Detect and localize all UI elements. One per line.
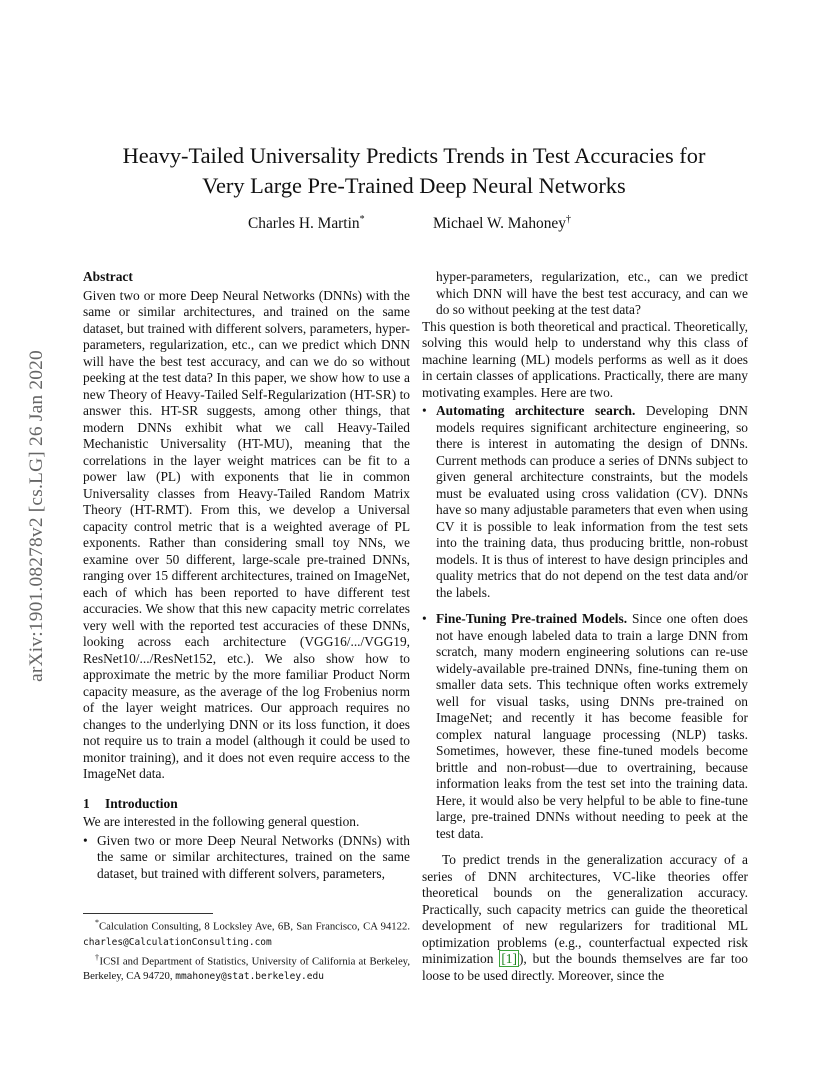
bullet-heading: Fine-Tuning Pre-trained Models. xyxy=(436,611,628,626)
left-column xyxy=(83,269,410,882)
intro-lead: We are interested in the following general question. xyxy=(83,814,360,829)
bullet-body: Since one often does not have enough labeled data to train a large DNN from scratch, many modern engineering solutions can re-use widely-available pre-trained DNNs, fine-tuning them on smaller data sets. This technique often works extremely well for visual tasks, using DNNs pre-trained on ImageNet; and recently it has become feasible for complex natural language processing (NLP) tasks. Sometimes, however, these fine-tuned models become brittle and non-robust—due to overtraining, because information leaks from the test set into the training data. Here, it would also be very helpful to be able to fine-tune large, pre-trained DNNs without needing to peek at the test data. xyxy=(436,611,748,841)
question-text-part1: Given two or more Deep Neural Networks (DNNs) with the same or similar architectures, trained on the same dataset, but trained with different solvers, parameters, xyxy=(97,832,410,881)
author-name: Michael W. Mahoney xyxy=(433,215,566,233)
author-mahoney xyxy=(433,214,571,233)
section-number: 1 xyxy=(83,795,90,811)
author-name: Charles H. Martin xyxy=(248,215,360,233)
abstract-heading: Abstract xyxy=(83,269,133,284)
paragraph-text: ), but the bounds themselves are far too loose to be used directly. Moreover, since the xyxy=(422,951,748,983)
title-line-2: Very Large Pre-Trained Deep Neural Networks xyxy=(202,173,626,198)
footnote-email[interactable]: mmahoney@stat.berkeley.edu xyxy=(175,971,324,983)
author-footnote-mark: * xyxy=(359,214,365,225)
arxiv-stamp xyxy=(24,288,50,743)
bullet-fine-tuning xyxy=(422,611,748,842)
paragraph-predict-trends xyxy=(422,852,748,984)
right-column xyxy=(422,269,748,984)
question-continued: hyper-parameters, regularization, etc., can we predict which DNN will have the best test accuracy, and can we do so without peeking at the test data? xyxy=(436,269,748,317)
footnote-mark: † xyxy=(95,952,100,962)
question-bullet xyxy=(83,833,410,883)
section-heading-introduction xyxy=(83,796,410,813)
footnote-email[interactable]: charles@CalculationConsulting.com xyxy=(83,936,272,948)
paragraph-theory: This question is both theoretical and practical. Theoretically, solving this would help to understand why this class of machine learning (ML) models performs as well as it does in certain classes of applications. Practically, there are many motivating examples. Here are two. xyxy=(422,318,748,400)
footnotes xyxy=(83,913,410,984)
footnote-text: Calculation Consulting, 8 Locksley Ave, 6B, San Francisco, CA 94122. xyxy=(99,920,410,933)
paragraph-text: To predict trends in the generalization accuracy of a series of DNN architectures, VC-like theories offer theoretical bounds on the generalization accuracy. Practically, such capacity metrics can guide the theoretical development of new regularizers for traditional ML optimization problems (e.g., counterfactual expected risk minimization xyxy=(422,852,748,966)
footnote-mahoney xyxy=(83,950,410,985)
paper-title xyxy=(100,141,728,201)
author-list xyxy=(0,214,828,236)
bullet-marker: • xyxy=(422,403,427,418)
footnote-text: ICSI and Department of Statistics, University of California at Berkeley, Berkeley, CA 94720, xyxy=(83,955,411,983)
footnote-rule xyxy=(83,913,213,914)
bullet-marker: • xyxy=(422,611,427,626)
bullet-heading: Automating architecture search. xyxy=(436,403,636,418)
author-martin xyxy=(248,214,365,233)
bullet-architecture-search xyxy=(422,403,748,601)
footnote-mark: * xyxy=(95,918,99,927)
arxiv-stamp-text: arXiv:1901.08278v2 [cs.LG] 26 Jan 2020 xyxy=(26,349,47,682)
footnote-martin xyxy=(83,915,410,950)
abstract-body: Given two or more Deep Neural Networks (DNNs) with the same or similar architectures, and trained on the same dataset, but trained with different solvers, parameters, hyper-parameters, regularization, etc., can we predict which DNN will have the best test accuracy, and can we do so without peeking at the test data? In this paper, we show how to use a new Theory of Heavy-Tailed Self-Regularization (HT-SR) to answer this. HT-SR suggests, among other things, that modern DNNs exhibit what we call Heavy-Tailed Mechanistic Universality (HT-MU), meaning that the correlations in the layer weight matrices can be fit to a power law (PL) with exponents that lie in common Universality classes from Heavy-Tailed Random Matrix Theory (HT-RMT). From this, we develop a Universal capacity control metric that is a weighted average of PL exponents. Rather than considering small toy NNs, we examine over 50 different, large-scale pre-trained DNNs, ranging over 15 different architectures, trained on ImageNet, each of which has been reported to have different test accuracies. We show that this new capacity metric correlates very well with the reported test accuracies of these DNNs, looking across each architecture (VGG16/.../VGG19, ResNet10/.../ResNet152, etc.). We also show how to approximate the metric by the more familiar Product Norm capacity measure, as the average of the log Frobenius norm of the layer weight matrices. Our approach requires no changes to the underlying DNN or its loss function, it does not require us to train a model (although it could be used to monitor training), and it does not even require access to the ImageNet data. xyxy=(83,287,410,781)
author-footnote-mark: † xyxy=(565,214,571,225)
bullet-body: Developing DNN models requires significant architecture engineering, so there is interest in automating the design of DNNs. Current methods can produce a series of DNNs subject to given general architecture constraints, but the models must be evaluated using cross validation (CV). DNNs have so many adjustable parameters that even when using CV it is possible to leak information from the test sets into the training data, thus producing brittle, non-robust models. It is thus of interest to have design principles and quality metrics that do not depend on the test data and/or the labels. xyxy=(436,403,748,600)
title-line-1: Heavy-Tailed Universality Predicts Trends in Test Accuracies for xyxy=(122,143,706,168)
citation-link[interactable]: [1] xyxy=(501,951,517,966)
section-title: Introduction xyxy=(105,795,178,811)
bullet-marker: • xyxy=(83,832,88,848)
